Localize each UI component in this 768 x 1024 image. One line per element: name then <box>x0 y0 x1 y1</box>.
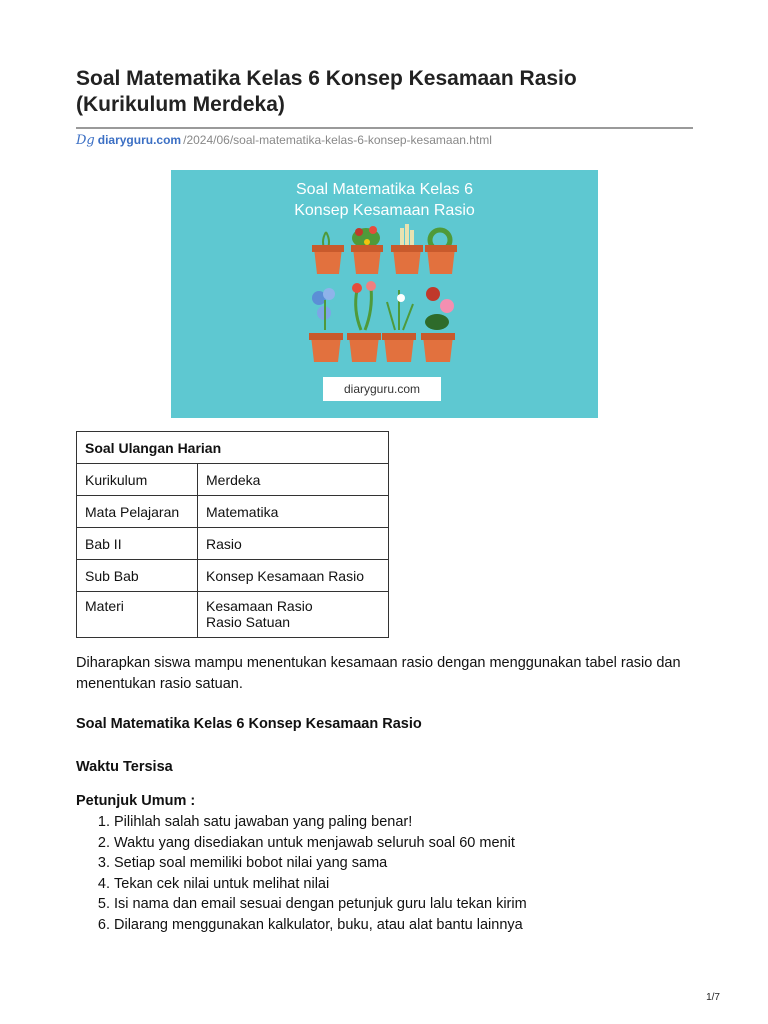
list-item: 5. Isi nama dan email sesuai dengan petunjuk guru lalu tekan kirim <box>114 894 527 915</box>
list-item: 1. Pilihlah salah satu jawaban yang paling benar! <box>114 812 527 833</box>
hero-brand-label: diaryguru.com <box>323 377 441 401</box>
table-row: Materi Kesamaan Rasio Rasio Satuan <box>77 592 389 638</box>
plant-top-1 <box>312 232 344 274</box>
site-logo-icon: Dg <box>76 133 95 148</box>
table-row: Sub Bab Konsep Kesamaan Rasio <box>77 560 389 592</box>
hero-title: Soal Matematika Kelas 6 Konsep Kesamaan Rasio <box>294 181 475 219</box>
instructions-list <box>76 812 527 935</box>
plant-bottom-1 <box>309 288 343 362</box>
plant-top-3 <box>391 224 423 274</box>
table-row: Kurikulum Merdeka <box>77 464 389 496</box>
source-line <box>76 132 492 149</box>
table-row: Bab II Rasio <box>77 528 389 560</box>
list-item: 4. Tekan cek nilai untuk melihat nilai <box>114 874 527 895</box>
table-header-row <box>77 432 389 464</box>
source-domain-link[interactable]: diaryguru.com <box>97 133 182 147</box>
hero-image <box>171 170 598 418</box>
list-item: 2. Waktu yang disediakan untuk menjawab seluruh soal 60 menit <box>114 833 527 854</box>
plant-bottom-4 <box>421 287 455 362</box>
plant-top-4 <box>425 230 457 274</box>
plant-bottom-2 <box>347 281 381 362</box>
table-header: Soal Ulangan Harian <box>77 432 389 464</box>
source-path: /2024/06/soal-matematika-kelas-6-konsep-kesamaan.html <box>183 133 492 147</box>
page-number: 1/7 <box>706 992 720 1003</box>
intro-paragraph: Diharapkan siswa mampu menentukan kesamaan rasio dengan menggunakan tabel rasio dan menentukan rasio satuan. <box>76 655 681 692</box>
section-title: Soal Matematika Kelas 6 Konsep Kesamaan Rasio <box>76 716 422 732</box>
article-title: Soal Matematika Kelas 6 Konsep Kesamaan Rasio (Kurikulum Merdeka) <box>76 67 577 116</box>
list-item: 6. Dilarang menggunakan kalkulator, buku, atau alat bantu lainnya <box>114 915 527 936</box>
info-table <box>76 431 389 638</box>
timer-label: Waktu Tersisa <box>76 759 173 775</box>
instructions-title: Petunjuk Umum : <box>76 793 196 809</box>
list-item: 3. Setiap soal memiliki bobot nilai yang sama <box>114 853 527 874</box>
table-row: Mata Pelajaran Matematika <box>77 496 389 528</box>
title-divider <box>76 127 693 129</box>
plant-bottom-3 <box>382 290 416 362</box>
plant-top-2 <box>351 226 383 274</box>
